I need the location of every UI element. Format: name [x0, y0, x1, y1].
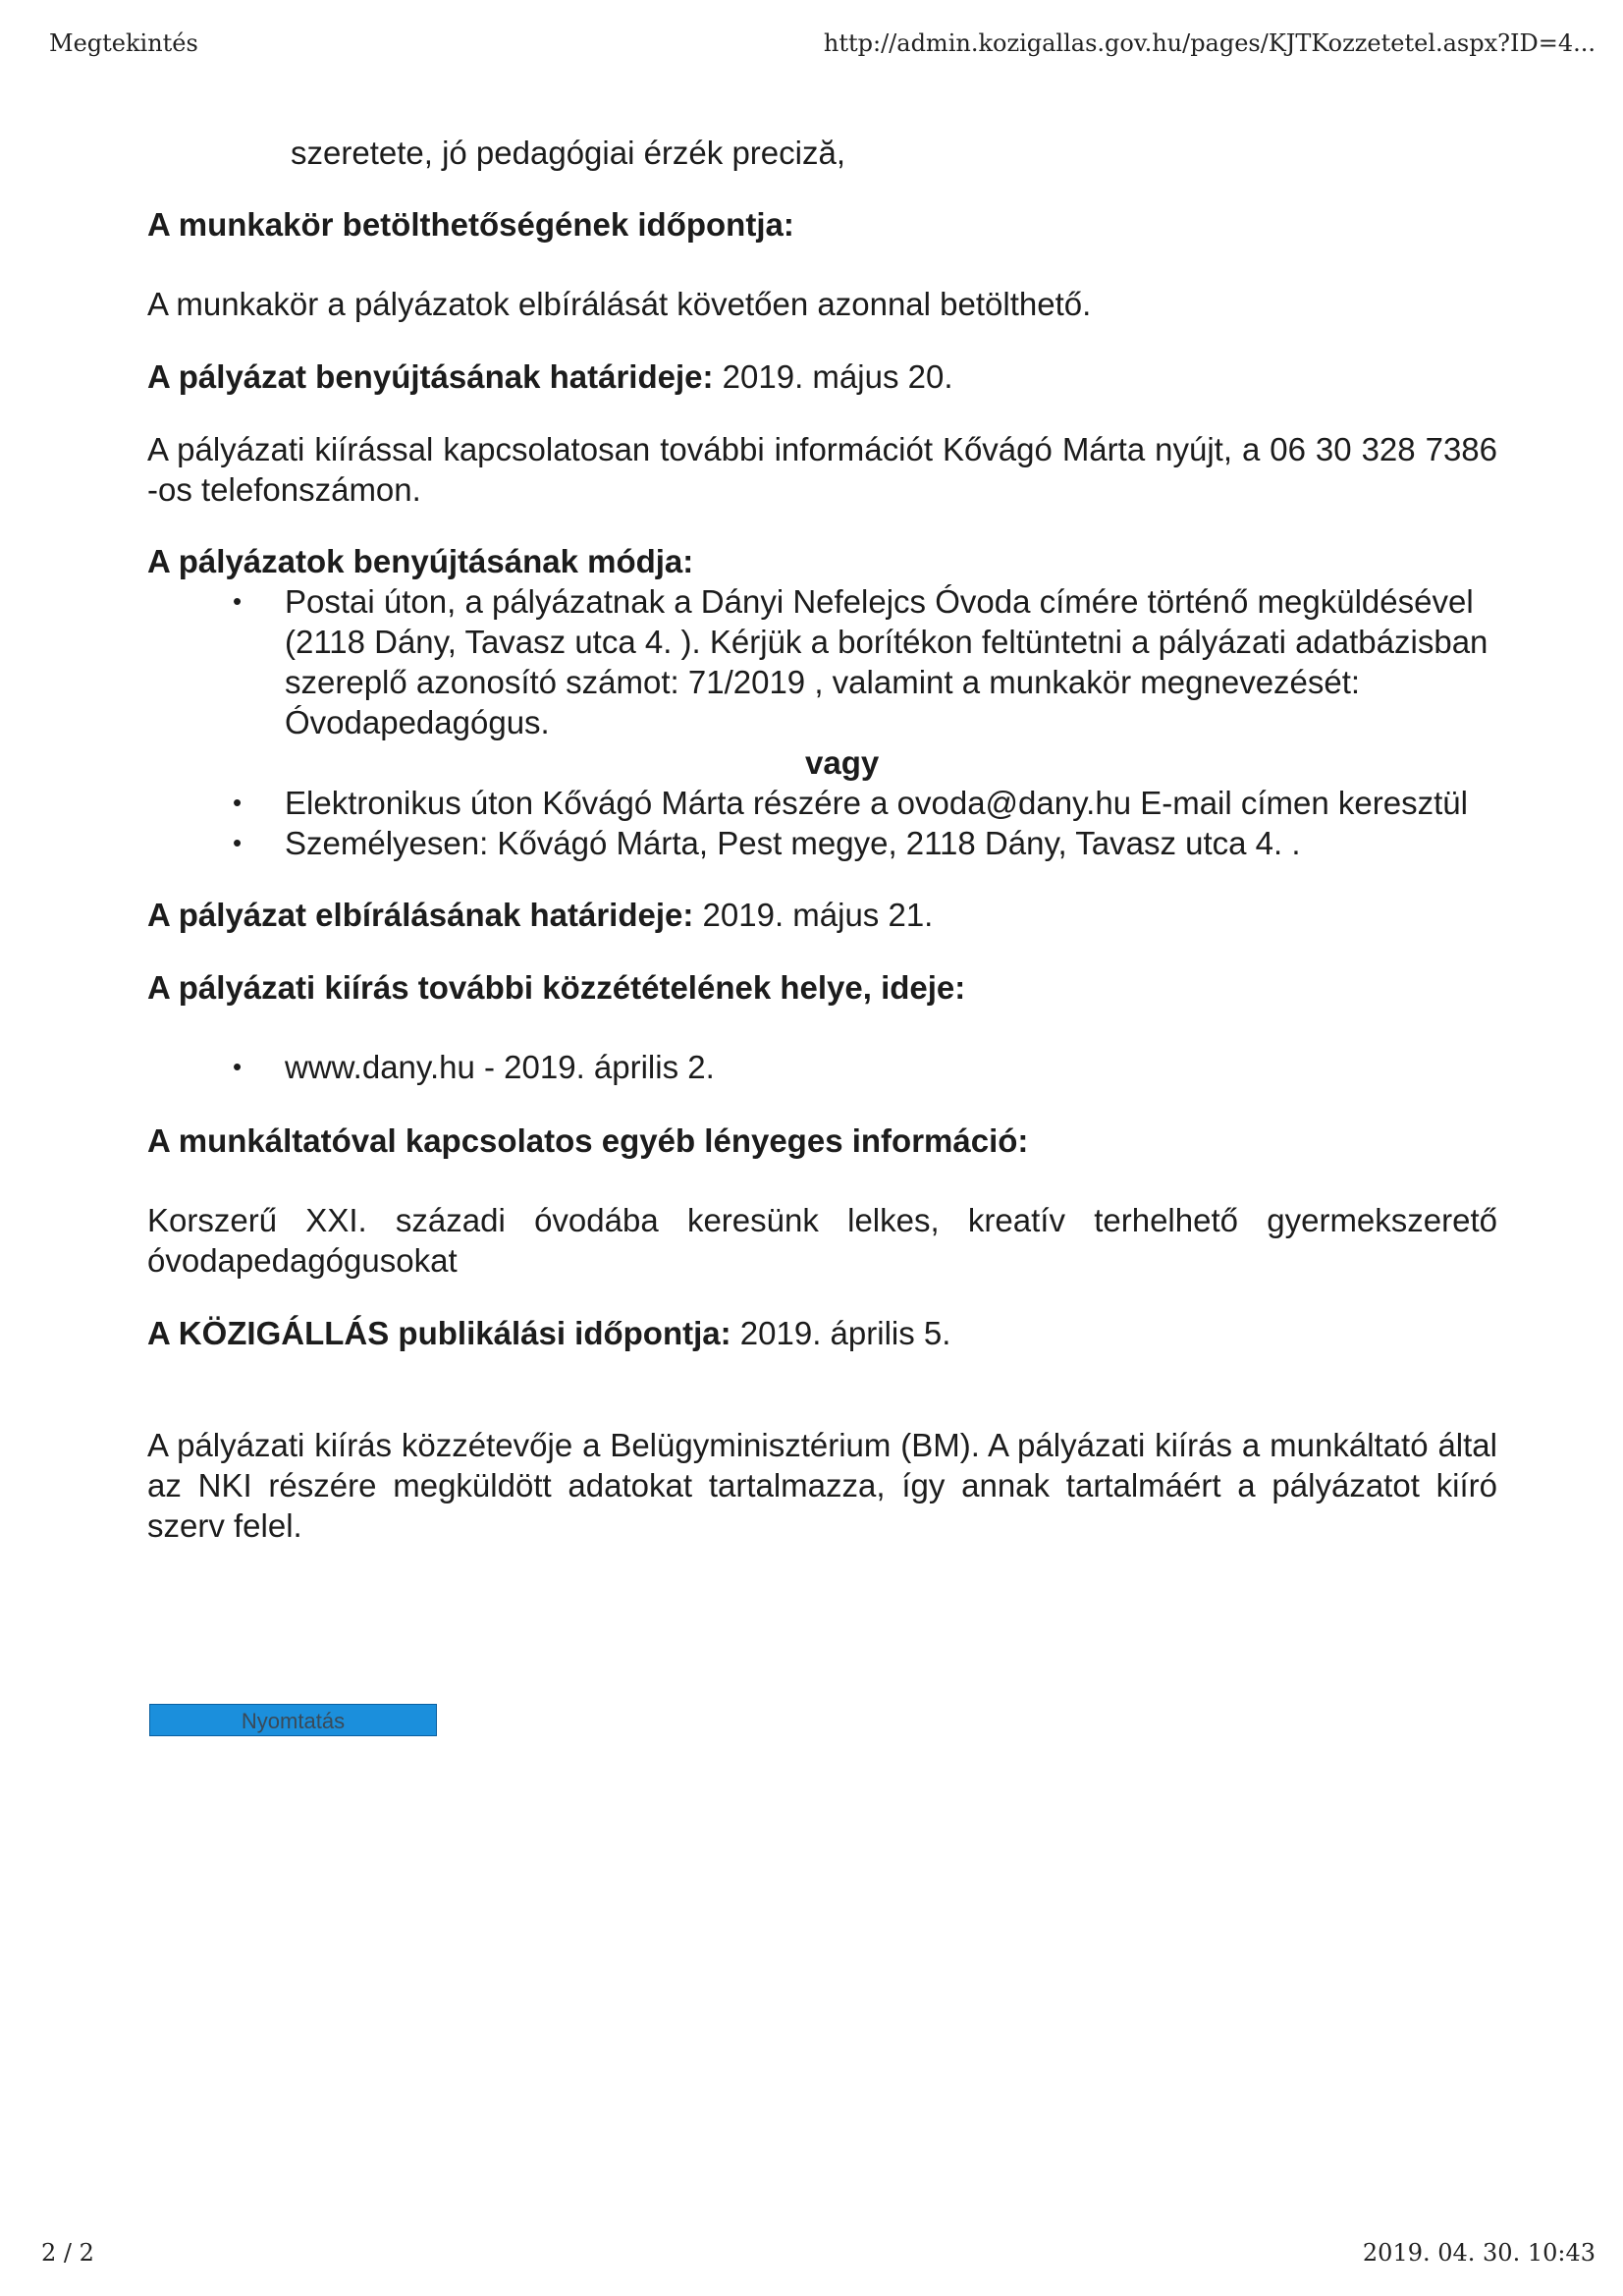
- publication-place-heading: A pályázati kiírás további közzétételének helye, ideje:: [147, 969, 966, 1006]
- submission-list-continued: [147, 783, 1497, 863]
- published-value: 2019. április 5.: [730, 1315, 951, 1351]
- employer-info-heading: A munkáltatóval kapcsolatos egyéb lényeges információ:: [147, 1122, 1029, 1159]
- print-timestamp: 2019. 04. 30. 10:43: [1362, 2239, 1596, 2267]
- intro-fragment: szeretete, jó pedagógiai érzék preciză,: [291, 135, 845, 171]
- evaluation-label: A pályázat elbírálásának határideje:: [147, 897, 694, 933]
- or-separator: vagy: [805, 744, 880, 781]
- deadline-line: [147, 356, 1497, 397]
- disclaimer-text: A pályázati kiírás közzétevője a Belügyminisztérium (BM). A pályázati kiírás a munkáltató által az NKI részére megküldött adatokat tartalmazza, így annak tartalmáért a pályázatot kiíró szerv felel.: [147, 1427, 1497, 1544]
- deadline-value: 2019. május 20.: [713, 358, 953, 395]
- page-number: 2 / 2: [41, 2239, 94, 2267]
- submission-item-post: • Postai úton, a pályázatnak a Dányi Nefelejcs Óvoda címére történő megküldésével (2118 Dány, Tavasz utca 4. ). Kérjük a borítékon feltüntetni a pályázati adatbázisban szereplő azonosító számot: 71/2019 , valamint a munkakör megnevezését: Óvodapedagógus.: [147, 581, 1497, 742]
- print-header-url: http://admin.kozigallas.gov.hu/pages/KJTKozzetetel.aspx?ID=4...: [823, 29, 1596, 57]
- published-line: [147, 1313, 1497, 1353]
- submission-item-personal: • Személyesen: Kővágó Márta, Pest megye, 2118 Dány, Tavasz utca 4. .: [147, 823, 1497, 863]
- print-button[interactable]: Nyomtatás: [149, 1704, 437, 1736]
- start-date-text: A munkakör a pályázatok elbírálását követően azonnal betölthető.: [147, 286, 1092, 322]
- publication-place-item: • www.dany.hu - 2019. április 2.: [147, 1047, 1497, 1087]
- deadline-label: A pályázat benyújtásának határideje:: [147, 358, 714, 395]
- published-label: A KÖZIGÁLLÁS publikálási időpontja:: [147, 1315, 731, 1351]
- job-posting-content: [147, 133, 1497, 1546]
- submission-list: [147, 581, 1497, 742]
- submission-heading: A pályázatok benyújtásának módja:: [147, 543, 694, 579]
- employer-info-text: Korszerű XXI. századi óvodába keresünk lelkes, kreatív terhelhető gyermekszerető óvodapedagógusokat: [147, 1202, 1497, 1279]
- evaluation-line: [147, 895, 1497, 935]
- print-header-title: Megtekintés: [49, 29, 198, 57]
- start-date-heading: A munkakör betölthetőségének időpontja:: [147, 206, 794, 243]
- evaluation-value: 2019. május 21.: [693, 897, 934, 933]
- publication-place-list: [147, 1047, 1497, 1087]
- info-text: A pályázati kiírással kapcsolatosan további információt Kővágó Márta nyújt, a 06 30 328 7386 -os telefonszámon.: [147, 431, 1497, 508]
- submission-item-email: • Elektronikus úton Kővágó Márta részére a ovoda@dany.hu E-mail címen keresztül: [147, 783, 1497, 823]
